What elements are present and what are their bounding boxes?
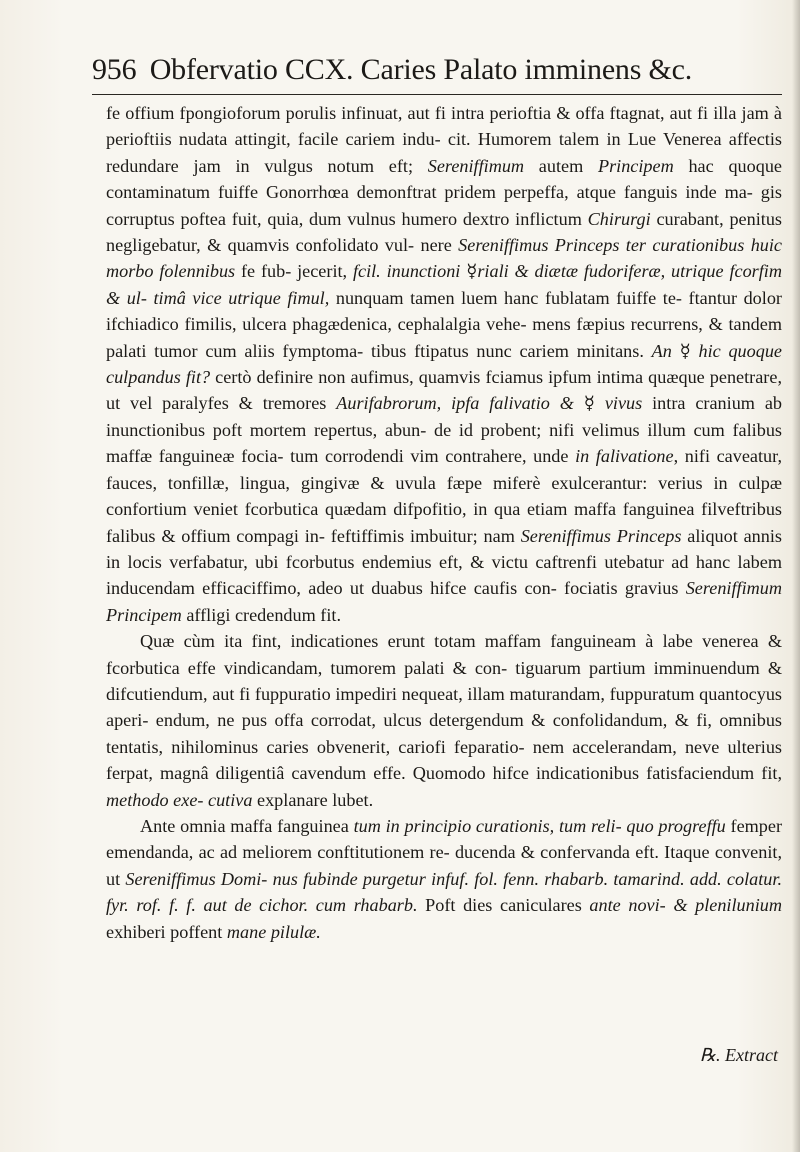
italic-run: ante novi- & plenilunium	[589, 895, 782, 916]
italic-run: in falivatione	[575, 446, 674, 467]
italic-run: Sereniffimum	[427, 155, 525, 176]
italic-run: tum in principio curationis, tum reli- quo progreffu	[353, 815, 726, 836]
text-run: , nifi caveatur, fauces, tonfillæ, lingua, gingivæ & uvula fæpe miferè exulcerantur: verius in culpæ confortium veniet fcorbutica quædam difpofitio, in qua etiam maffa fanguinea filveftribus falibus & offium compagi in- feftiffimis imbuitur; nam	[106, 446, 782, 546]
italic-run: Sereniffimus Princeps ter curationibus huic morbo folennibus	[106, 235, 783, 282]
italic-run: Sereniffimus Domi- nus fubinde purgetur infuf. fol. fenn. rhabarb. tamarind. add. colatur. fyr. rof. f. f. aut de cichor. cum rhabarb.	[106, 868, 782, 916]
text-run: fe offium fpongioforum porulis infinuat, aut fi intra perioftia & offa ftagnat, aut fi illa jam à perioftiis nudata attingit, facile cariem indu- cit. Humorem talem in Lue Venerea affectis redundare jam in vulgus notum eft;	[106, 103, 782, 176]
paragraph	[106, 813, 782, 945]
text-run: aliquot annis in locis verfabatur, ubi fcorbutus endemius eft, & victu caftrenfi utebatur ad hanc labem inducendam efficaciffimo, adeo ut duabus hifce caufis con- fociatis gravius	[106, 525, 782, 599]
running-header	[92, 48, 782, 92]
italic-run: Chirurgi	[587, 208, 651, 229]
text-run: affligi credendum fit.	[181, 604, 342, 625]
text-run: explanare lubet.	[252, 789, 374, 810]
text-run: femper emendanda, ac ad meliorem conftitutionem re- ducenda & confervanda eft. Itaque convenit, ut	[106, 815, 783, 889]
header-rule	[92, 94, 782, 95]
italic-run: Principem	[597, 155, 674, 176]
italic-run: Aurifabrorum, ipfa falivatio & ☿ vivus	[336, 393, 643, 414]
text-run: certò definire non aufimus, quamvis fciamus ipfum intima quæque penetrare, ut vel paralyfes & tremores	[106, 367, 782, 414]
italic-run: An ☿ hic quoque culpandus fit?	[106, 340, 782, 388]
text-run: exhiberi poffent	[106, 921, 227, 942]
italic-run: Sereniffimum Principem	[106, 578, 782, 625]
text-run: Poft dies caniculares	[417, 895, 590, 916]
catchword: ℞. Extract	[699, 1045, 778, 1065]
italic-run: fcil. inunctioni ☿riali & diætæ fudoriferæ, utrique fcorfim & ul- timâ vice utrique fimul,	[106, 261, 782, 308]
page-edge-shadow	[792, 0, 800, 1152]
text-run: autem	[524, 155, 598, 176]
text-run: intra cranium ab inunctionibus poft mortem repertus, abun- de id probent; nifi velimus illum cum falibus maffæ fanguineæ focia- tum corrodendi vim contrahere, unde	[106, 393, 782, 467]
text-run: nunquam tamen luem hanc fublatam fuiffe te- ftantur dolor ifchiadico fimilis, ulcera phagædenica, cephalalgia vehe- mens fæpius recurrens, & tandem palati tumor cum aliis fymptoma- tibus ftipatus nunc cariem minitans.	[106, 287, 782, 361]
text-run: hac quoque contaminatum fuiffe Gonorrhœa demonftrat pridem perpeffa, atque fanguis inde ma- gis corruptus poftea fuit, quia, dum vulnus humero dextro inflictum	[106, 155, 782, 229]
paragraph	[106, 100, 782, 628]
italic-run: mane pilulæ.	[226, 921, 321, 942]
italic-run: Sereniffimus Princeps	[520, 525, 682, 546]
text-run: Ante omnia maffa fanguinea	[140, 815, 354, 836]
body-text	[106, 100, 782, 945]
text-run: fe fub- jecerit,	[235, 261, 353, 282]
italic-run: methodo exe- cutiva	[106, 789, 253, 810]
text-run: curabant, penitus negligebatur, & quamvis confolidato vul- nere	[106, 208, 782, 256]
running-title: Obfervatio CCX. Caries Palato imminens &c.	[149, 53, 693, 86]
text-run: Quæ cùm ita fint, indicationes erunt totam maffam fanguineam à labe venerea & fcorbutica effe vindicandam, tumorem palati & con- tiguarum partium imminuendum & difcutiendum, aut fi fuppuratio impediri nequeat, illam maturandam, fuppuratum quantocyus aperi- endum, ne pus offa corrodat, ulcus detergendum & confolidandum, & fi, omnibus tentatis, nihilominus caries obvenerit, cariofi feparatio- nem accelerandam, neve ulterius ferpat, magnâ diligentiâ cavendum effe. Quomodo hifce indicationibus fatisfaciendum fit,	[106, 631, 782, 784]
page-number: 956	[92, 53, 137, 86]
paragraph	[106, 628, 782, 813]
